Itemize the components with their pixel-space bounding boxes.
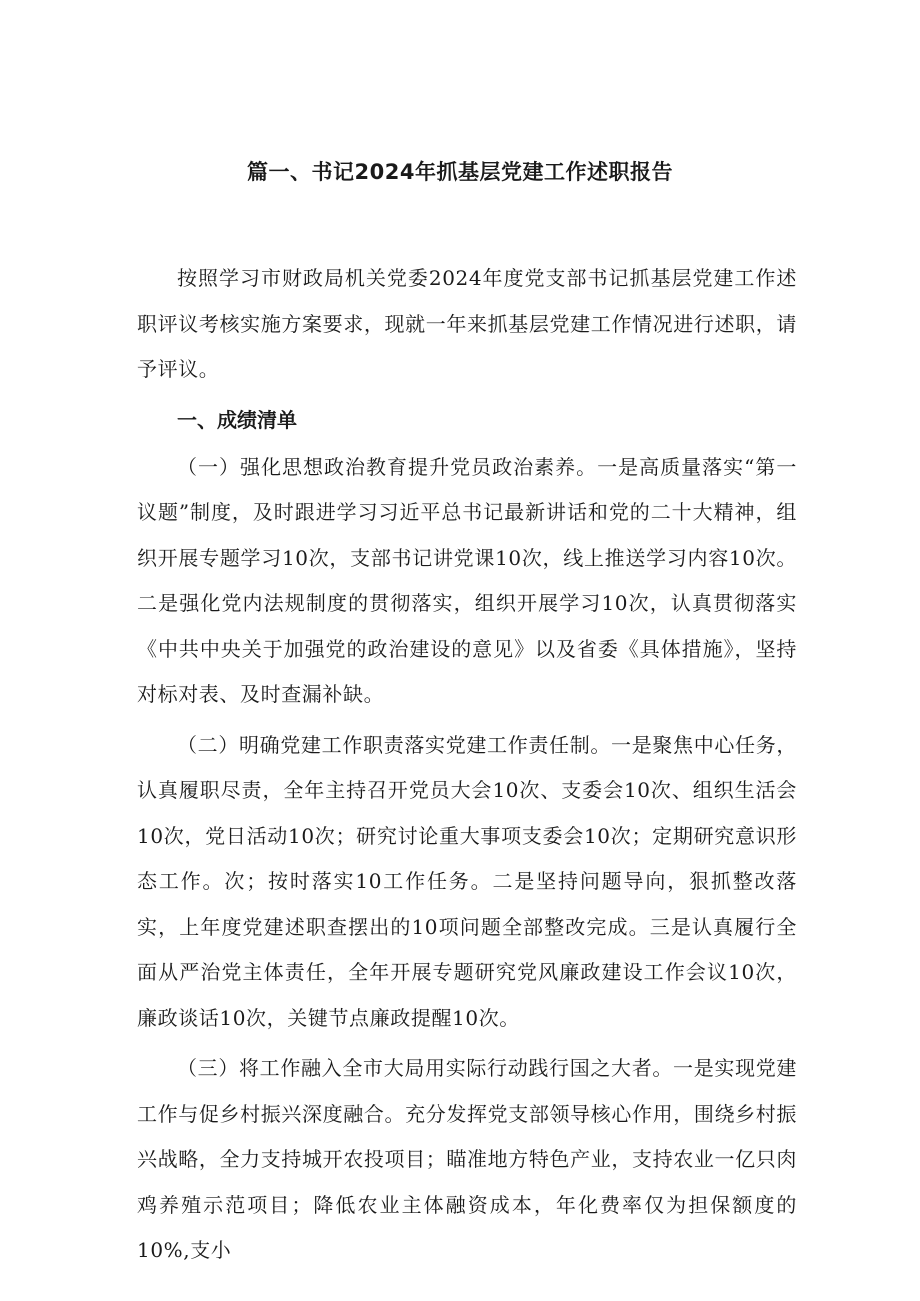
document-body: [137, 256, 797, 1279]
intro-paragraph: 按照学习市财政局机关党委2024年度党支部书记抓基层党建工作述职评议考核实施方案要求，现就一年来抓基层党建工作情况进行述职，请予评议。: [137, 266, 797, 381]
section-heading-achievements: 一、成绩清单: [177, 407, 297, 432]
paragraph-political-education: （一）强化思想政治教育提升党员政治素养。一是高质量落实“第一议题”制度，及时跟进学习习近平总书记最新讲话和党的二十大精神，组织开展专题学习10次，支部书记讲党课10次，线上推送学习内容10次。二是强化党内法规制度的贯彻落实，组织开展学习10次，认真贯彻落实《中共中央关于加强党的政治建设的意见》以及省委《具体措施》，坚持对标对表、及时查漏补缺。: [137, 454, 797, 706]
document-title: 篇一、书记2024年抓基层党建工作述职报告: [247, 160, 673, 184]
paragraph-responsibility-system: （二）明确党建工作职责落实党建工作责任制。一是聚焦中心任务，认真履职尽责，全年主持召开党员大会10次、支委会10次、组织生活会10次，党日活动10次；研究讨论重大事项支委会10次；定期研究意识形态工作。次；按时落实10工作任务。二是坚持问题导向，狠抓整改落实，上年度党建述职查摆出的10项问题全部整改完成。三是认真履行全面从严治党主体责任，全年开展专题研究党风廉政建设工作会议10次，廉政谈话10次，关键节点廉政提醒10次。: [137, 732, 797, 1030]
paragraph-rural-revitalization: （三）将工作融入全市大局用实际行动践行国之大者。一是实现党建工作与促乡村振兴深度融合。充分发挥党支部领导核心作用，围绕乡村振兴战略，全力支持城开农投项目；瞄准地方特色产业，支持农业一亿只肉鸡养殖示范项目；降低农业主体融资成本，年化费率仅为担保额度的10%,支小: [137, 1056, 797, 1262]
